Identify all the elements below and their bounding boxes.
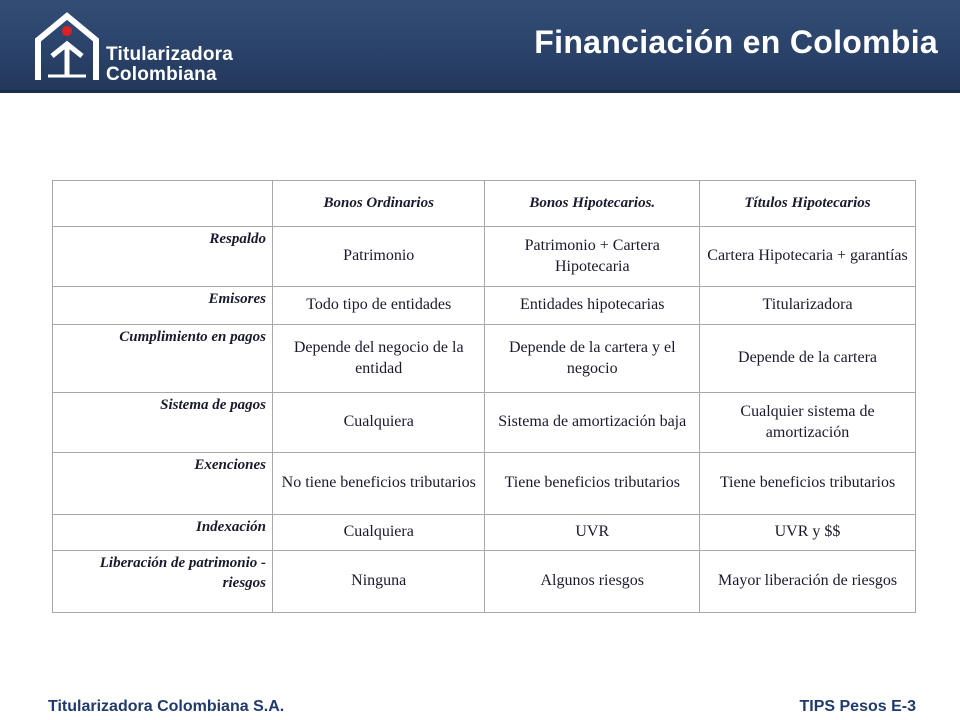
column-header: Títulos Hipotecarios [700,181,916,227]
table-row [53,287,916,325]
comparison-table [52,180,916,613]
table-cell: UVR [485,515,700,551]
house-logo-icon [32,10,102,82]
table-cell: Patrimonio + Cartera Hipotecaria [485,227,700,287]
row-header: Indexación [53,515,273,551]
column-header: Bonos Ordinarios [273,181,485,227]
table-row [53,551,916,613]
column-header: Bonos Hipotecarios. [485,181,700,227]
table-cell: Cualquiera [273,393,485,453]
row-header: Sistema de pagos [53,393,273,453]
header-bar [0,0,960,90]
row-header: Liberación de patrimonio -riesgos [53,551,273,613]
table-row [53,515,916,551]
row-header: Cumplimiento en pagos [53,325,273,393]
table-row [53,453,916,515]
table-cell: Depende del negocio de la entidad [273,325,485,393]
table-cell: Cualquiera [273,515,485,551]
logo-text-line2: Colombiana [106,64,217,85]
footer-company: Titularizadora Colombiana S.A. [48,698,285,715]
logo-text-line1: Titularizadora [106,44,234,65]
company-logo [32,10,252,85]
table-cell: Algunos riesgos [485,551,700,613]
table-row [53,393,916,453]
table-cell: Todo tipo de entidades [273,287,485,325]
table-cell: Tiene beneficios tributarios [485,453,700,515]
row-header: Respaldo [53,227,273,287]
table-header-row [53,181,916,227]
table-cell: Titularizadora [700,287,916,325]
table-cell: Sistema de amortización baja [485,393,700,453]
table-cell: Mayor liberación de riesgos [700,551,916,613]
table-row [53,227,916,287]
header-divider [0,90,960,93]
table-corner-cell [53,181,273,227]
table-cell: UVR y $$ [700,515,916,551]
table-cell: Patrimonio [273,227,485,287]
page-title: Financiación en Colombia [534,24,938,60]
table-cell: Ninguna [273,551,485,613]
table-cell: Depende de la cartera [700,325,916,393]
table-cell: No tiene beneficios tributarios [273,453,485,515]
table-cell: Cualquier sistema de amortización [700,393,916,453]
table-row [53,325,916,393]
table-cell: Cartera Hipotecaria + garantías [700,227,916,287]
row-header: Exenciones [53,453,273,515]
table-cell: Tiene beneficios tributarios [700,453,916,515]
table-cell: Entidades hipotecarias [485,287,700,325]
row-header: Emisores [53,287,273,325]
footer-slide-id: TIPS Pesos E-3 [799,698,916,715]
table-cell: Depende de la cartera y el negocio [485,325,700,393]
